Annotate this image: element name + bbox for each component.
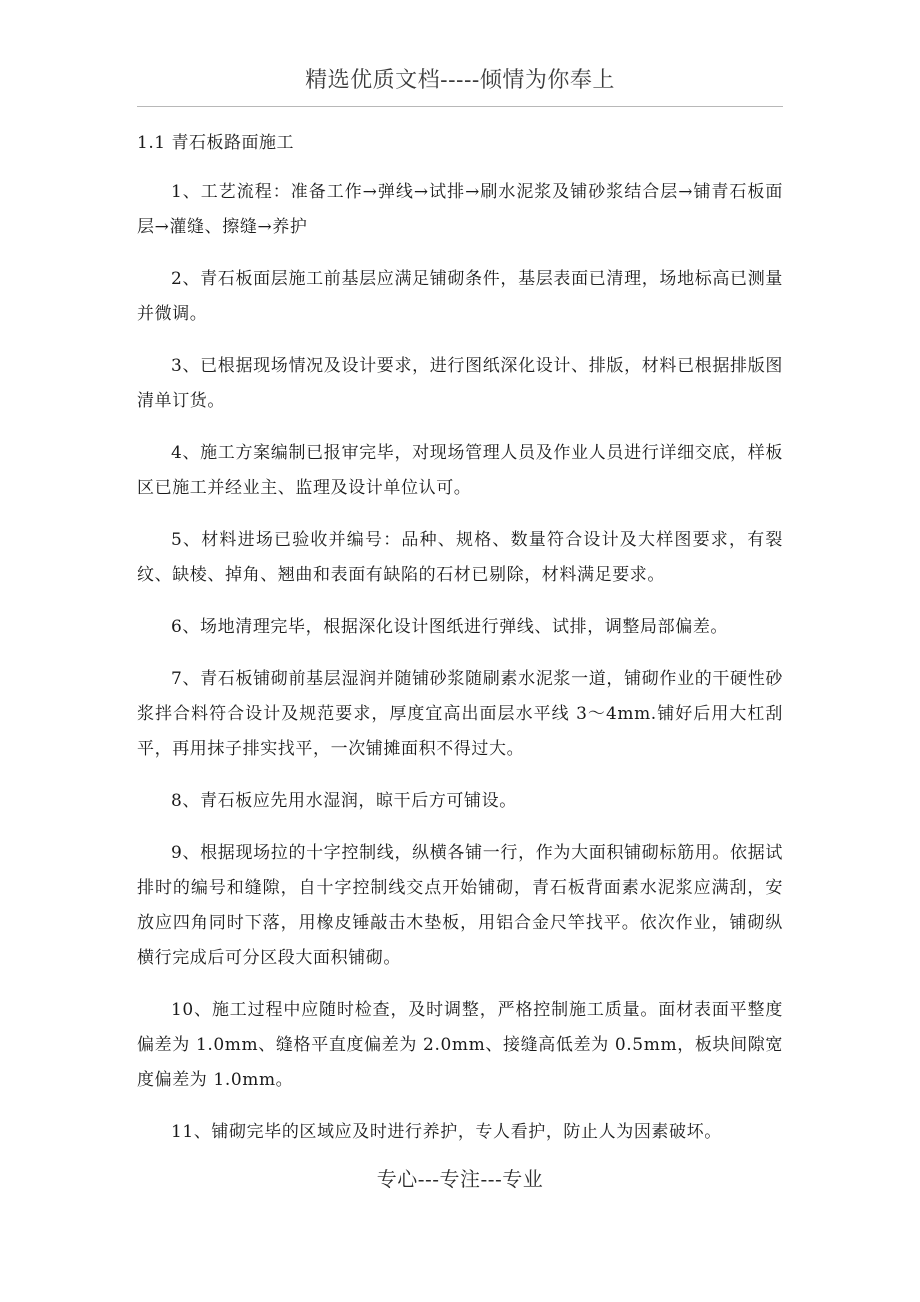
section-title: 1.1 青石板路面施工: [137, 133, 294, 153]
paragraph-11: 11、铺砌完毕的区域应及时进行养护，专人看护，防止人为因素破坏。: [171, 1122, 722, 1142]
paragraph-1: 1、工艺流程：准备工作→弹线→试排→刷水泥浆及铺砂浆结合层→铺青石板面层→灌缝、擦缝→养护: [137, 182, 783, 237]
paragraph-4: 4、施工方案编制已报审完毕，对现场管理人员及作业人员进行详细交底，样板区已施工并经业主、监理及设计单位认可。: [137, 443, 783, 498]
header-divider: [137, 106, 783, 107]
paragraph-2: 2、青石板面层施工前基层应满足铺砌条件，基层表面已清理，场地标高已测量并微调。: [137, 269, 783, 324]
document-body: [137, 128, 783, 1167]
page-header: 精选优质文档-----倾情为你奉上: [305, 68, 615, 93]
paragraph-7: 7、青石板铺砌前基层湿润并随铺砂浆随刷素水泥浆一道，铺砌作业的干硬性砂浆拌合料符合设计及规范要求，厚度宜高出面层水平线 3～4mm.铺好后用大杠刮平，再用抹子排实找平，一次铺摊面积不得过大。: [137, 669, 783, 759]
paragraph-8: 8、青石板应先用水湿润，晾干后方可铺设。: [171, 791, 517, 811]
paragraph-9: 9、根据现场拉的十字控制线，纵横各铺一行，作为大面积铺砌标筋用。依据试排时的编号和缝隙，自十字控制线交点开始铺砌，青石板背面素水泥浆应满刮，安放应四角同时下落，用橡皮锤敲击木垫板，用铝合金尺竿找平。依次作业，铺砌纵横行完成后可分区段大面积铺砌。: [137, 843, 783, 968]
paragraph-5: 5、材料进场已验收并编号：品种、规格、数量符合设计及大样图要求，有裂纹、缺棱、掉角、翘曲和表面有缺陷的石材已剔除，材料满足要求。: [137, 530, 783, 585]
paragraph-3: 3、已根据现场情况及设计要求，进行图纸深化设计、排版，材料已根据排版图清单订货。: [137, 356, 783, 411]
paragraph-10: 10、施工过程中应随时检查，及时调整，严格控制施工质量。面材表面平整度偏差为 1.0mm、缝格平直度偏差为 2.0mm、接缝高低差为 0.5mm，板块间隙宽度偏差为 1.0mm。: [137, 1000, 783, 1090]
paragraph-6: 6、场地清理完毕，根据深化设计图纸进行弹线、试排，调整局部偏差。: [171, 617, 729, 637]
page-footer: 专心---专注---专业: [376, 1167, 544, 1191]
